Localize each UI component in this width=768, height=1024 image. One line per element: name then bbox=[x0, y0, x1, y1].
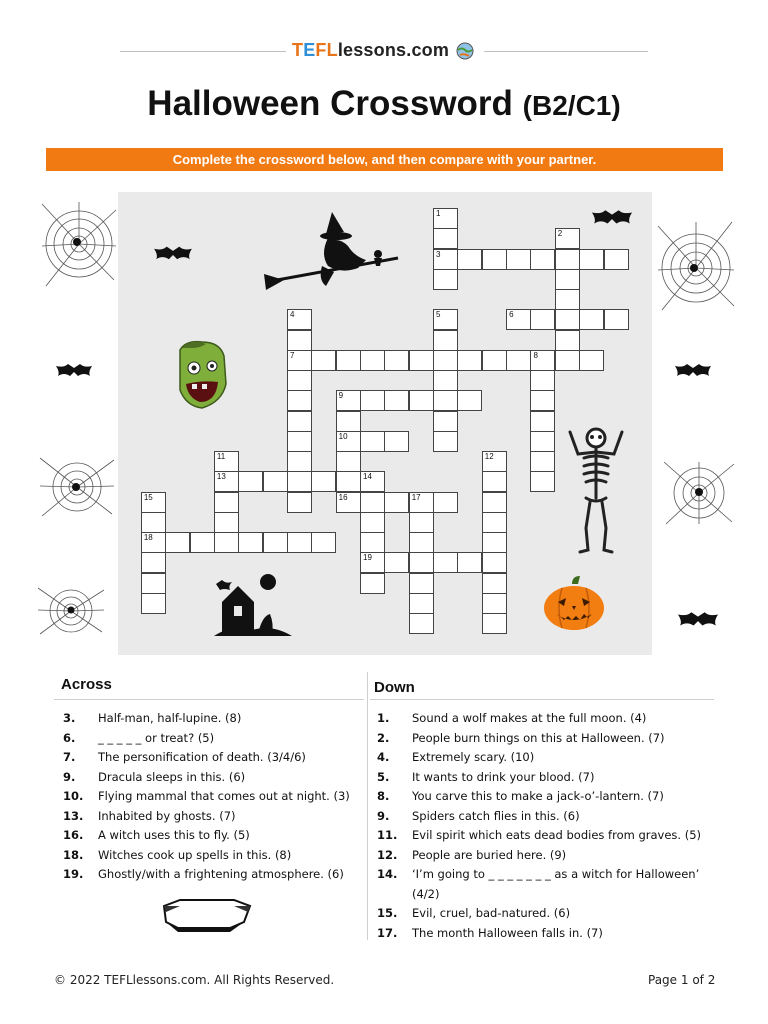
clue-number: 9. bbox=[63, 769, 76, 784]
spider-web-icon bbox=[40, 200, 118, 288]
clue-text: Dracula sleeps in this. (6) bbox=[98, 769, 246, 784]
grid-cell[interactable] bbox=[409, 390, 434, 411]
clue-text: Evil spirit which eats dead bodies from graves. (5) bbox=[412, 828, 702, 842]
grid-cell[interactable] bbox=[238, 471, 263, 492]
clue-number-label: 11 bbox=[216, 452, 226, 461]
clue-number-label: 4 bbox=[289, 310, 295, 320]
grid-cell[interactable] bbox=[141, 532, 166, 553]
clue-number-label: 19 bbox=[363, 553, 372, 563]
grid-cell[interactable] bbox=[555, 228, 580, 249]
grid-cell[interactable] bbox=[433, 269, 458, 290]
grid-cell[interactable] bbox=[287, 451, 312, 472]
grid-cell[interactable] bbox=[530, 390, 555, 411]
clue-text: Flying mammal that comes out at night. (3) bbox=[98, 789, 350, 803]
grid-cell[interactable] bbox=[214, 512, 239, 533]
clue-text: Ghostly/with a frightening atmosphere. (6) bbox=[98, 867, 344, 881]
grid-cell[interactable] bbox=[384, 431, 409, 452]
down-heading: Down bbox=[374, 679, 415, 696]
clue-number-label: 16 bbox=[338, 492, 348, 502]
grid-cell[interactable] bbox=[506, 249, 531, 270]
grid-cell[interactable] bbox=[530, 370, 555, 391]
grid-cell[interactable] bbox=[457, 390, 482, 411]
grid-cell[interactable] bbox=[482, 451, 507, 472]
grid-cell[interactable] bbox=[141, 512, 166, 533]
grid-cell[interactable] bbox=[360, 431, 385, 452]
clue-text: _ _ _ _ _ or treat? (5) bbox=[98, 730, 215, 745]
grid-cell[interactable] bbox=[433, 552, 458, 573]
grid-cell[interactable] bbox=[482, 249, 507, 270]
grid-cell[interactable] bbox=[482, 512, 507, 533]
clue-number-label: 14 bbox=[363, 472, 372, 482]
grid-cell[interactable] bbox=[530, 309, 555, 330]
crossword-grid bbox=[118, 192, 652, 655]
clue-number-label: 8 bbox=[533, 350, 538, 360]
clue-text: Evil, cruel, bad-natured. (6) bbox=[412, 906, 571, 920]
grid-cell[interactable] bbox=[433, 411, 458, 432]
clue-number: 16. bbox=[63, 828, 84, 842]
spider-web-icon bbox=[656, 220, 736, 312]
grid-cell[interactable] bbox=[287, 390, 312, 411]
grid-cell[interactable] bbox=[287, 532, 312, 553]
clue-number: 14. bbox=[377, 867, 398, 881]
grid-cell[interactable] bbox=[287, 350, 312, 371]
clue-number: 9. bbox=[377, 808, 390, 823]
grid-cell[interactable] bbox=[433, 309, 458, 330]
grid-cell[interactable] bbox=[482, 471, 507, 492]
clue-text: Extremely scary. (10) bbox=[412, 750, 535, 764]
grid-cell[interactable] bbox=[287, 411, 312, 432]
down-divider bbox=[370, 699, 714, 700]
witch-icon bbox=[262, 210, 402, 296]
grid-cell[interactable] bbox=[579, 249, 604, 270]
clue-number-label: 5 bbox=[436, 310, 441, 320]
clue-number: 12. bbox=[377, 847, 398, 862]
grid-cell[interactable] bbox=[360, 350, 385, 371]
grid-cell[interactable] bbox=[214, 532, 239, 553]
clue-text: The month Halloween falls in. (7) bbox=[412, 925, 603, 940]
clue-number: 19. bbox=[63, 867, 84, 881]
grid-cell[interactable] bbox=[360, 573, 385, 594]
grid-cell[interactable] bbox=[482, 573, 507, 594]
grid-cell[interactable] bbox=[555, 249, 580, 270]
grid-cell[interactable] bbox=[409, 593, 434, 614]
grid-cell[interactable] bbox=[311, 471, 336, 492]
grid-cell[interactable] bbox=[482, 350, 507, 371]
clue-number: 3. bbox=[63, 711, 76, 725]
grid-cell[interactable] bbox=[604, 249, 629, 270]
coffin-icon bbox=[158, 898, 252, 934]
clue-number-label: 15 bbox=[143, 492, 153, 502]
across-divider bbox=[54, 699, 364, 700]
clue-number: 10. bbox=[63, 789, 84, 803]
grid-cell[interactable] bbox=[238, 532, 263, 553]
column-divider bbox=[367, 672, 368, 940]
grid-cell[interactable] bbox=[604, 309, 629, 330]
clue-text: Inhabited by ghosts. (7) bbox=[98, 808, 236, 823]
clue-number-label: 12 bbox=[484, 452, 494, 461]
grid-cell[interactable] bbox=[287, 471, 312, 492]
bat-icon bbox=[672, 362, 714, 380]
grid-cell[interactable] bbox=[409, 613, 434, 634]
bat-icon bbox=[54, 362, 94, 380]
bat-icon bbox=[672, 610, 724, 630]
spider-web-icon bbox=[36, 586, 106, 636]
grid-cell[interactable] bbox=[360, 471, 385, 492]
grid-cell[interactable] bbox=[482, 532, 507, 553]
spider-web-icon bbox=[662, 460, 736, 526]
clue-number-label: 17 bbox=[411, 492, 421, 502]
grid-cell[interactable] bbox=[530, 431, 555, 452]
grid-cell[interactable] bbox=[214, 492, 239, 513]
clue-text: (4/2) bbox=[412, 886, 440, 901]
grid-cell[interactable] bbox=[482, 613, 507, 634]
grid-cell[interactable] bbox=[360, 390, 385, 411]
clue-number: 11. bbox=[377, 828, 398, 842]
grid-cell[interactable] bbox=[409, 512, 434, 533]
grid-cell[interactable] bbox=[457, 350, 482, 371]
clue-number-label: 18 bbox=[143, 533, 153, 542]
grid-cell[interactable] bbox=[360, 492, 385, 513]
grid-cell[interactable] bbox=[482, 552, 507, 573]
grid-cell[interactable] bbox=[360, 552, 385, 573]
grid-cell[interactable] bbox=[409, 552, 434, 573]
clue-text: A witch uses this to fly. (5) bbox=[98, 828, 250, 842]
globe-icon bbox=[455, 41, 475, 61]
grid-cell[interactable] bbox=[530, 451, 555, 472]
clue-number: 17. bbox=[377, 925, 398, 940]
grid-cell[interactable] bbox=[433, 208, 458, 229]
grid-cell[interactable] bbox=[555, 289, 580, 310]
grid-cell[interactable] bbox=[214, 471, 239, 492]
grid-cell[interactable] bbox=[409, 350, 434, 371]
clue-number-label: 13 bbox=[216, 472, 226, 482]
grid-cell[interactable] bbox=[457, 249, 482, 270]
grid-cell[interactable] bbox=[214, 451, 239, 472]
grid-cell[interactable] bbox=[384, 350, 409, 371]
grid-cell[interactable] bbox=[336, 451, 361, 472]
clue-number-label: 6 bbox=[509, 310, 514, 320]
footer-page-number: Page 1 of 2 bbox=[648, 973, 716, 987]
bat-icon bbox=[152, 244, 194, 264]
grid-cell[interactable] bbox=[482, 492, 507, 513]
grid-cell[interactable] bbox=[433, 492, 458, 513]
spider-web-icon bbox=[38, 456, 116, 518]
grid-cell[interactable] bbox=[141, 593, 166, 614]
grid-cell[interactable] bbox=[165, 532, 190, 553]
clue-text: It wants to drink your blood. (7) bbox=[412, 769, 595, 784]
grid-cell[interactable] bbox=[311, 532, 336, 553]
clue-number: 4. bbox=[377, 750, 390, 764]
grid-cell[interactable] bbox=[287, 492, 312, 513]
clue-number-label: 10 bbox=[338, 431, 348, 441]
clue-text: Witches cook up spells in this. (8) bbox=[98, 847, 292, 862]
grid-cell[interactable] bbox=[555, 269, 580, 290]
grid-cell[interactable] bbox=[336, 431, 361, 452]
clue-text: People are buried here. (9) bbox=[412, 847, 567, 862]
grid-cell[interactable] bbox=[141, 492, 166, 513]
grid-cell[interactable] bbox=[141, 573, 166, 594]
grid-cell[interactable] bbox=[433, 431, 458, 452]
grid-cell[interactable] bbox=[336, 492, 361, 513]
clue-number: 15. bbox=[377, 906, 398, 920]
bat-icon bbox=[586, 208, 638, 228]
clue-number: 1. bbox=[377, 711, 390, 725]
grid-cell[interactable] bbox=[530, 350, 555, 371]
grid-cell[interactable] bbox=[530, 471, 555, 492]
instruction-banner: Complete the crossword below, and then compare with your partner. bbox=[46, 148, 723, 171]
grid-cell[interactable] bbox=[384, 552, 409, 573]
grid-cell[interactable] bbox=[433, 249, 458, 270]
zombie-head-icon bbox=[172, 340, 230, 412]
grid-cell[interactable] bbox=[336, 471, 361, 492]
grid-cell[interactable] bbox=[360, 512, 385, 533]
page-title: Halloween Crossword (B2/C1) bbox=[147, 84, 621, 123]
skeleton-icon bbox=[564, 424, 628, 554]
grid-cell[interactable] bbox=[287, 309, 312, 330]
grid-cell[interactable] bbox=[433, 390, 458, 411]
brand-divider-right bbox=[484, 51, 648, 52]
grid-cell[interactable] bbox=[287, 330, 312, 351]
grid-cell[interactable] bbox=[141, 552, 166, 573]
grid-cell[interactable] bbox=[360, 532, 385, 553]
grid-cell[interactable] bbox=[433, 370, 458, 391]
pumpkin-icon bbox=[542, 574, 606, 632]
grid-cell[interactable] bbox=[384, 492, 409, 513]
clue-text: People burn things on this at Halloween. (7) bbox=[412, 730, 665, 745]
grid-cell[interactable] bbox=[384, 390, 409, 411]
clue-number: 8. bbox=[377, 789, 390, 803]
grid-cell[interactable] bbox=[409, 573, 434, 594]
clue-number-label: 1 bbox=[436, 209, 441, 218]
clue-text: Spiders catch flies in this. (6) bbox=[412, 808, 580, 823]
brand-divider-left bbox=[120, 51, 286, 52]
grid-cell[interactable] bbox=[579, 309, 604, 330]
brand-header bbox=[0, 40, 768, 64]
clue-number: 2. bbox=[377, 730, 390, 745]
grid-cell[interactable] bbox=[263, 532, 288, 553]
grid-cell[interactable] bbox=[482, 593, 507, 614]
grid-cell[interactable] bbox=[506, 309, 531, 330]
grid-cell[interactable] bbox=[555, 330, 580, 351]
grid-cell[interactable] bbox=[336, 350, 361, 371]
grid-cell[interactable] bbox=[336, 390, 361, 411]
grid-cell[interactable] bbox=[336, 411, 361, 432]
grid-cell[interactable] bbox=[530, 411, 555, 432]
grid-cell[interactable] bbox=[287, 431, 312, 452]
clue-text: The personification of death. (3/4/6) bbox=[98, 750, 306, 764]
grid-cell[interactable] bbox=[433, 228, 458, 249]
grid-cell[interactable] bbox=[457, 552, 482, 573]
clue-number-label: 3 bbox=[436, 249, 441, 259]
clue-number: 5. bbox=[377, 769, 390, 784]
brand-logo: TEFLlessons.com bbox=[292, 40, 450, 60]
grid-cell[interactable] bbox=[506, 350, 531, 371]
grid-cell[interactable] bbox=[433, 330, 458, 351]
grid-cell[interactable] bbox=[311, 350, 336, 371]
grid-cell[interactable] bbox=[287, 370, 312, 391]
grid-cell[interactable] bbox=[555, 350, 580, 371]
grid-cell[interactable] bbox=[433, 350, 458, 371]
grid-cell[interactable] bbox=[579, 350, 604, 371]
clue-number-label: 9 bbox=[338, 391, 344, 401]
grid-cell[interactable] bbox=[555, 309, 580, 330]
grid-cell[interactable] bbox=[263, 471, 288, 492]
grid-cell[interactable] bbox=[190, 532, 215, 553]
clue-text: Half-man, half-lupine. (8) bbox=[98, 711, 242, 725]
haunted-house-icon bbox=[212, 572, 294, 636]
clue-number: 13. bbox=[63, 808, 84, 823]
clue-number-label: 2 bbox=[557, 229, 563, 239]
grid-cell[interactable] bbox=[530, 249, 555, 270]
clue-number: 6. bbox=[63, 730, 76, 745]
clue-number: 18. bbox=[63, 847, 84, 862]
clue-number: 7. bbox=[63, 750, 76, 764]
clue-text: ‘I’m going to _ _ _ _ _ _ _ as a witch for Halloween’ bbox=[412, 867, 700, 881]
across-heading: Across bbox=[61, 676, 112, 693]
clue-number-label: 7 bbox=[289, 350, 295, 360]
clue-text: You carve this to make a jack-o’-lantern. (7) bbox=[412, 789, 664, 803]
footer-copyright: © 2022 TEFLlessons.com. All Rights Reserved. bbox=[54, 973, 335, 987]
grid-cell[interactable] bbox=[409, 532, 434, 553]
clue-text: Sound a wolf makes at the full moon. (4) bbox=[412, 711, 647, 725]
grid-cell[interactable] bbox=[409, 492, 434, 513]
